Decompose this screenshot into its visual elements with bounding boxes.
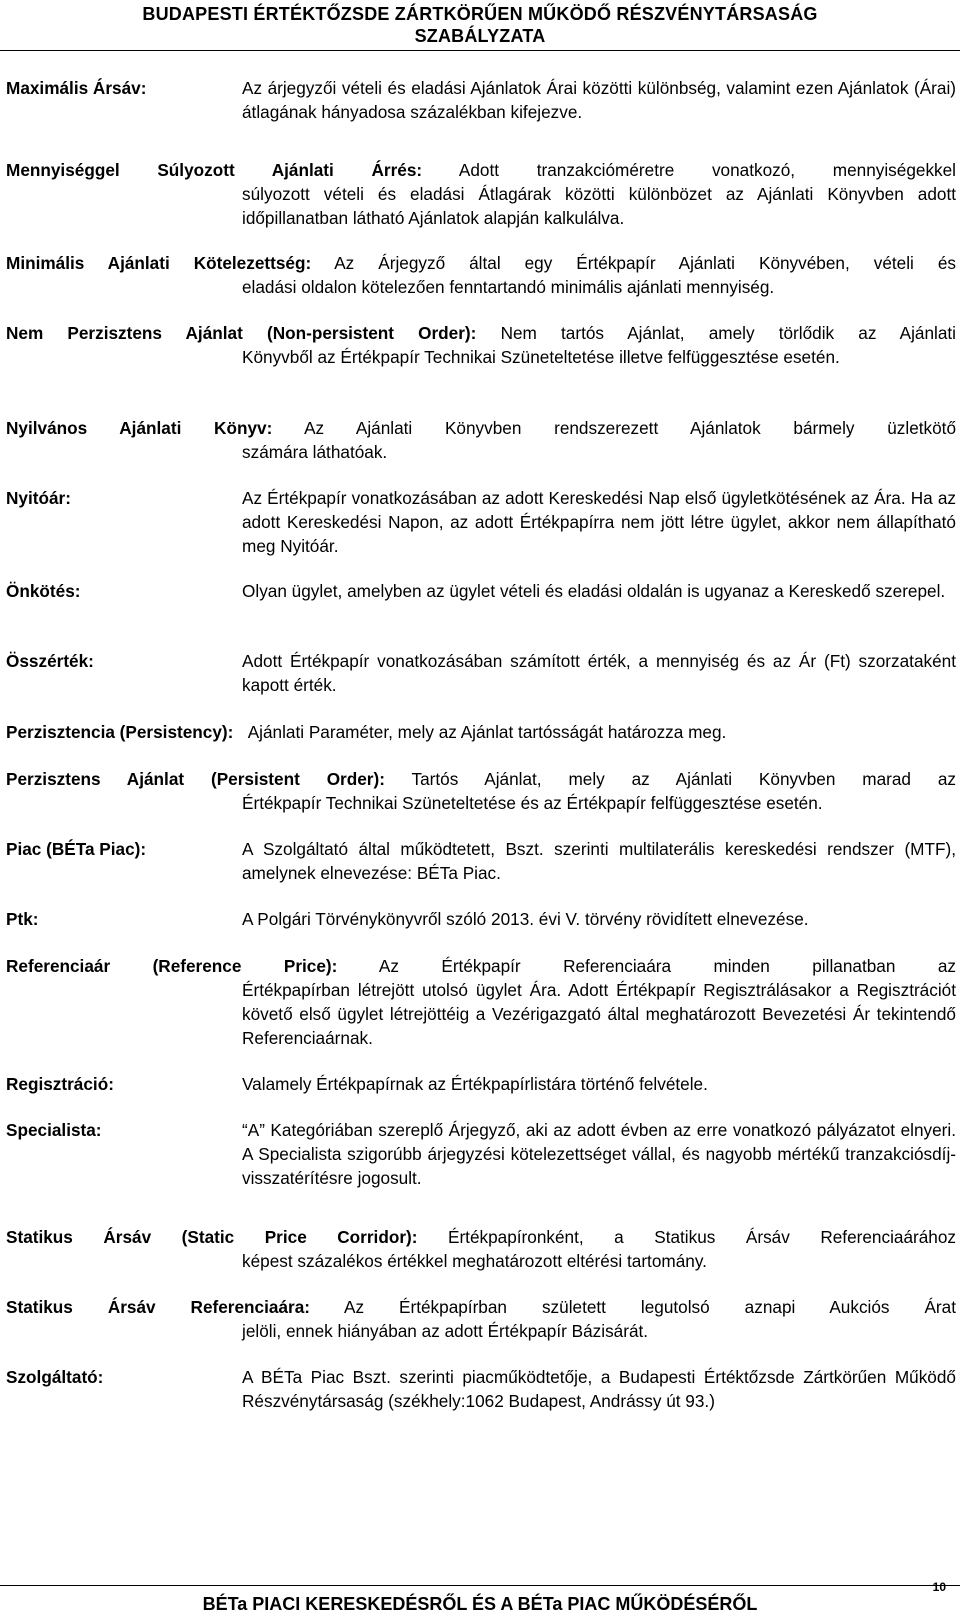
footer-title: BÉTa PIACI KERESKEDÉSRŐL ÉS A BÉTa PIAC MŰKÖDÉSÉRŐL: [202, 1594, 758, 1614]
page-number: 10: [932, 1580, 946, 1594]
definition-text-lead: Tartós Ajánlat, mely az Ajánlati Könyvben marad az: [411, 769, 956, 789]
definition-entry: [6, 767, 956, 815]
definition-text: Az Értékpapír vonatkozásában az adott Kereskedési Nap első ügyletkötésének az Ára. Ha az adott Kereskedési Napon, az adott Értékpapírra nem jött létre ügylet, akkor nem állapítható meg Nyitóár.: [242, 488, 956, 556]
definition-term: Szolgáltató:: [6, 1367, 104, 1387]
definition-text: A Polgári Törvénykönyvről szóló 2013. évi V. törvény rövidített elnevezése.: [242, 909, 809, 929]
definition-term: Ptk:: [6, 909, 39, 929]
definition-term: Nyitóár:: [6, 488, 71, 508]
definition-text: Ajánlati Paraméter, mely az Ajánlat tartósságát határozza meg.: [247, 722, 727, 742]
definition-text-lead: Az Értékpapírban született legutolsó aznapi Aukciós Árat: [344, 1297, 956, 1317]
definition-term: Összérték:: [6, 651, 94, 671]
definition-term: Specialista:: [6, 1120, 102, 1140]
definition-term: Maximális Ársáv:: [6, 78, 147, 98]
definition-term: Referenciaár (Reference Price):: [6, 956, 338, 976]
header-title-line2: SZABÁLYZATA: [414, 26, 546, 46]
definition-term: Statikus Ársáv Referenciaára:: [6, 1297, 310, 1317]
definition-text: Értékpapír Technikai Szüneteltetése és az Értékpapír felfüggesztése esetén.: [242, 793, 823, 813]
definition-text-lead: Nem tartós Ajánlat, amely törlődik az Ajánlati: [500, 323, 956, 343]
definition-entry: [6, 158, 956, 230]
page-footer: [0, 1580, 960, 1618]
definition-entry: [6, 321, 956, 369]
definition-text-lead: Az Árjegyző által egy Értékpapír Ajánlati Könyvében, vételi és: [334, 253, 956, 273]
header-title-line1: BUDAPESTI ÉRTÉKTŐZSDE ZÁRTKÖRŰEN MŰKÖDŐ RÉSZVÉNYTÁRSASÁG: [142, 4, 818, 24]
definition-entry: [6, 416, 956, 464]
definition-text: képest százalékos értékkel meghatározott eltérési tartomány.: [242, 1251, 707, 1271]
definition-text: A Szolgáltató által működtetett, Bszt. szerinti multilaterális kereskedési rendszer (MTF), amelynek elnevezése: BÉTa Piac.: [242, 839, 956, 883]
definition-term: Piac (BÉTa Piac):: [6, 839, 147, 859]
definition-text: jelöli, ennek hiányában az adott Értékpapír Bázisárát.: [242, 1321, 649, 1341]
definition-term: Statikus Ársáv (Static Price Corridor):: [6, 1227, 418, 1247]
definition-text: “A” Kategóriában szereplő Árjegyző, aki az adott évben az erre vonatkozó pályázatot elnyeri. A Specialista szigorúbb árjegyzési kötelezettséget vállal, és nagyobb mértékű tranzakciósdíj-visszatérítésre jogosult.: [242, 1120, 956, 1188]
definition-entry: [6, 1225, 956, 1273]
definition-entry: [6, 954, 956, 1050]
definition-text-lead: Értékpapíronként, a Statikus Ársáv Referenciaárához: [447, 1227, 957, 1247]
definition-text: Az árjegyzői vételi és eladási Ajánlatok Árai közötti különbség, valamint ezen Ajánlatok (Árai) átlagának hányadosa százalékban kifejezve.: [242, 78, 956, 122]
definition-text: Olyan ügylet, amelyben az ügylet vételi és eladási oldalán is ugyanaz a Kereskedő szerepel.: [242, 581, 946, 601]
definition-text-lead: Az Ajánlati Könyvben rendszerezett Ajánlatok bármely üzletkötő: [304, 418, 957, 438]
definition-text: Könyvből az Értékpapír Technikai Szüneteltetése illetve felfüggesztése esetén.: [242, 347, 840, 367]
definition-term: Mennyiséggel Súlyozott Ajánlati Árrés:: [6, 160, 423, 180]
definition-term: Perzisztencia (Persistency):: [6, 722, 234, 742]
definition-term: Nyilvános Ajánlati Könyv:: [6, 418, 273, 438]
definition-term: Minimális Ajánlati Kötelezettség:: [6, 253, 312, 273]
definition-text: eladási oldalon kötelezően fenntartandó minimális ajánlati mennyiség.: [242, 277, 775, 297]
definition-term: Nem Perzisztens Ajánlat (Non-persistent Order):: [6, 323, 477, 343]
page-header: [0, 0, 960, 51]
definition-text-lead: Az Értékpapír Referenciaára minden pillanatban az: [378, 956, 957, 976]
definition-text: Értékpapírban létrejött utolsó ügylet Ára. Adott Értékpapír Regisztrálásakor a Regisztrációt követő első ügylet létrejöttéig a Vezérigazgató által meghatározott Bevezetési Ár tekintendő Referenciaárnak.: [242, 980, 956, 1048]
definition-term: Regisztráció:: [6, 1074, 114, 1094]
definition-text: számára láthatóak.: [242, 442, 388, 462]
definition-text: Adott Értékpapír vonatkozásában számított érték, a mennyiség és az Ár (Ft) szorzataként kapott érték.: [242, 651, 956, 695]
definition-entry: [6, 720, 956, 744]
definition-text-lead: Adott tranzakcióméretre vonatkozó, mennyiségekkel: [458, 160, 957, 180]
definition-term: Önkötés:: [6, 581, 81, 601]
definition-text: súlyozott vételi és eladási Átlagárak közötti különbözet az Ajánlati Könyvben adott időpillanatban látható Ajánlatok alapján kalkulálva.: [242, 184, 956, 228]
definition-entry: [6, 1295, 956, 1343]
definition-text: A BÉTa Piac Bszt. szerinti piacműködtetője, a Budapesti Értéktőzsde Zártkörűen Működő Részvénytársaság (székhely:1062 Budapest, Andrássy út 93.): [242, 1367, 956, 1411]
definition-entry: [6, 251, 956, 299]
definition-term: Perzisztens Ajánlat (Persistent Order):: [6, 769, 385, 789]
definition-text: Valamely Értékpapírnak az Értékpapírlistára történő felvétele.: [242, 1074, 708, 1094]
